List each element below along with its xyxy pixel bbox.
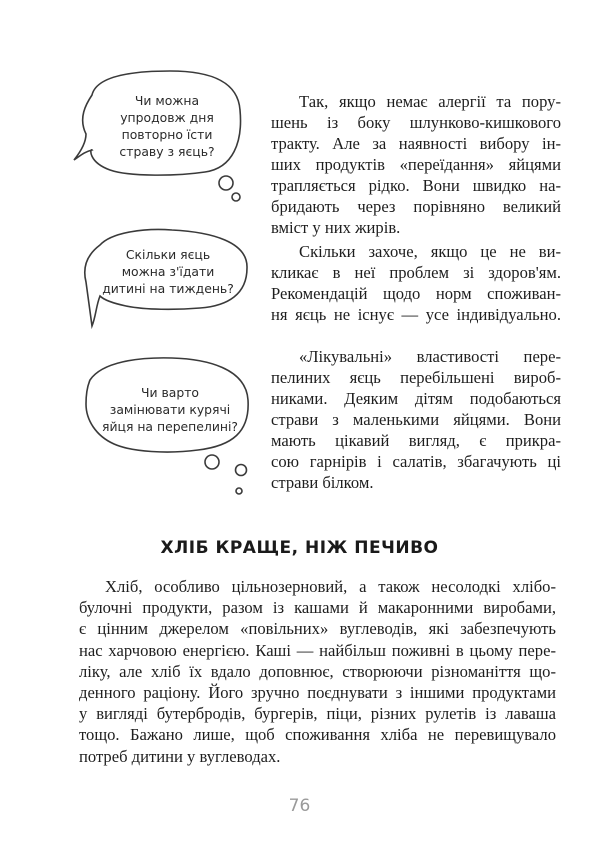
answer-1-line: шень із боку шлунково-кишкового xyxy=(271,113,561,132)
answer-2-line: ня яєць не існує — усе індивідуально. xyxy=(271,305,561,324)
question-3-line: яйця на перепелині? xyxy=(102,419,238,434)
question-1-line: упродовж дня xyxy=(120,110,214,125)
question-3-line: Чи варто xyxy=(140,385,200,400)
paragraph-line: булочні продукти, разом із кашами й макаронними виробами, xyxy=(79,598,556,618)
section-heading: ХЛІБ КРАЩЕ, НІЖ ПЕЧИВО xyxy=(160,538,439,558)
answer-3-line: никами. Деяким дітям подобаються xyxy=(271,389,561,408)
paragraph-line: потреб дитини у вуглеводах. xyxy=(79,746,281,766)
paragraph-line: нас харчовою енергією. Каші — найбільш поживні в цьому пере- xyxy=(79,640,556,660)
answer-3-line: страви білком. xyxy=(271,473,374,492)
answer-2-line: Рекомендацій щодо норм споживан- xyxy=(271,284,561,303)
paragraph-line: у вигляді бутербродів, бургерів, піци, різних рулетів із лаваша xyxy=(79,704,556,724)
thought-bubble-1-dot-small xyxy=(232,193,240,201)
page-number: 76 xyxy=(288,796,311,816)
thought-bubble-3-dot-small xyxy=(236,488,242,494)
answer-3 xyxy=(271,346,561,493)
question-2-line: Скільки яєць xyxy=(125,247,211,262)
answer-3-line: «Лікувальні» властивості пере- xyxy=(299,347,561,366)
thought-bubble-3-dot-medium xyxy=(236,465,247,476)
section-paragraph xyxy=(79,576,556,767)
question-3 xyxy=(96,384,244,435)
answer-1 xyxy=(271,91,561,238)
thought-bubble-1-dot-large xyxy=(219,176,233,190)
answer-3-line: сою гарнірів і салатів, збагачують ці xyxy=(271,452,561,471)
question-1-line: повторно їсти xyxy=(121,127,213,142)
answer-2-line: Скільки захоче, якщо це не ви- xyxy=(299,242,561,261)
answer-3-line: страви з маленькими яйцями. Вони xyxy=(271,410,561,429)
answer-1-line: тракту. Але за наявності вибору ін- xyxy=(271,134,561,153)
question-1-line: страву з яєць? xyxy=(119,144,215,159)
answer-2-line: кликає в неї проблем зі здоров'ям. xyxy=(271,263,561,282)
question-1-line: Чи можна xyxy=(134,93,200,108)
answer-2 xyxy=(271,241,561,325)
question-3-line: замінювати курячі xyxy=(109,402,231,417)
answer-1-line: вміст у них жирів. xyxy=(271,218,401,237)
answer-1-line: ших продуктів «переїдання» яйцями xyxy=(271,155,561,174)
answer-1-line: бридають через порівняно великий xyxy=(271,197,561,216)
question-2-line: дитині на тиждень? xyxy=(102,281,234,296)
question-2-line: можна з'їдати xyxy=(121,264,215,279)
thought-bubble-3-dot-large xyxy=(205,455,219,469)
question-2 xyxy=(98,246,238,297)
paragraph-line: є цінним джерелом «повільних» вуглеводів, які забезпечують xyxy=(79,619,556,639)
question-1 xyxy=(112,92,222,160)
paragraph-line: тощо. Бажано лише, щоб споживання хліба не перевищувало xyxy=(79,725,556,745)
answer-3-line: пелиних яєць перебільшені вироб- xyxy=(271,368,561,387)
answer-3-line: мають цікавий вигляд, є прикра- xyxy=(271,431,561,450)
paragraph-line: денного раціону. Його зручно поєднувати з іншими продуктами xyxy=(79,683,556,703)
answer-1-line: трапляється рідко. Вони швидко на- xyxy=(271,176,561,195)
paragraph-line: Хліб, особливо цільнозерновий, а також несолодкі хлібо- xyxy=(105,577,556,596)
answer-1-line: Так, якщо немає алергії та пору- xyxy=(299,92,561,111)
paragraph-line: ліку, але хліб їх вдало доповнює, створюючи різноманіття що- xyxy=(79,661,556,681)
